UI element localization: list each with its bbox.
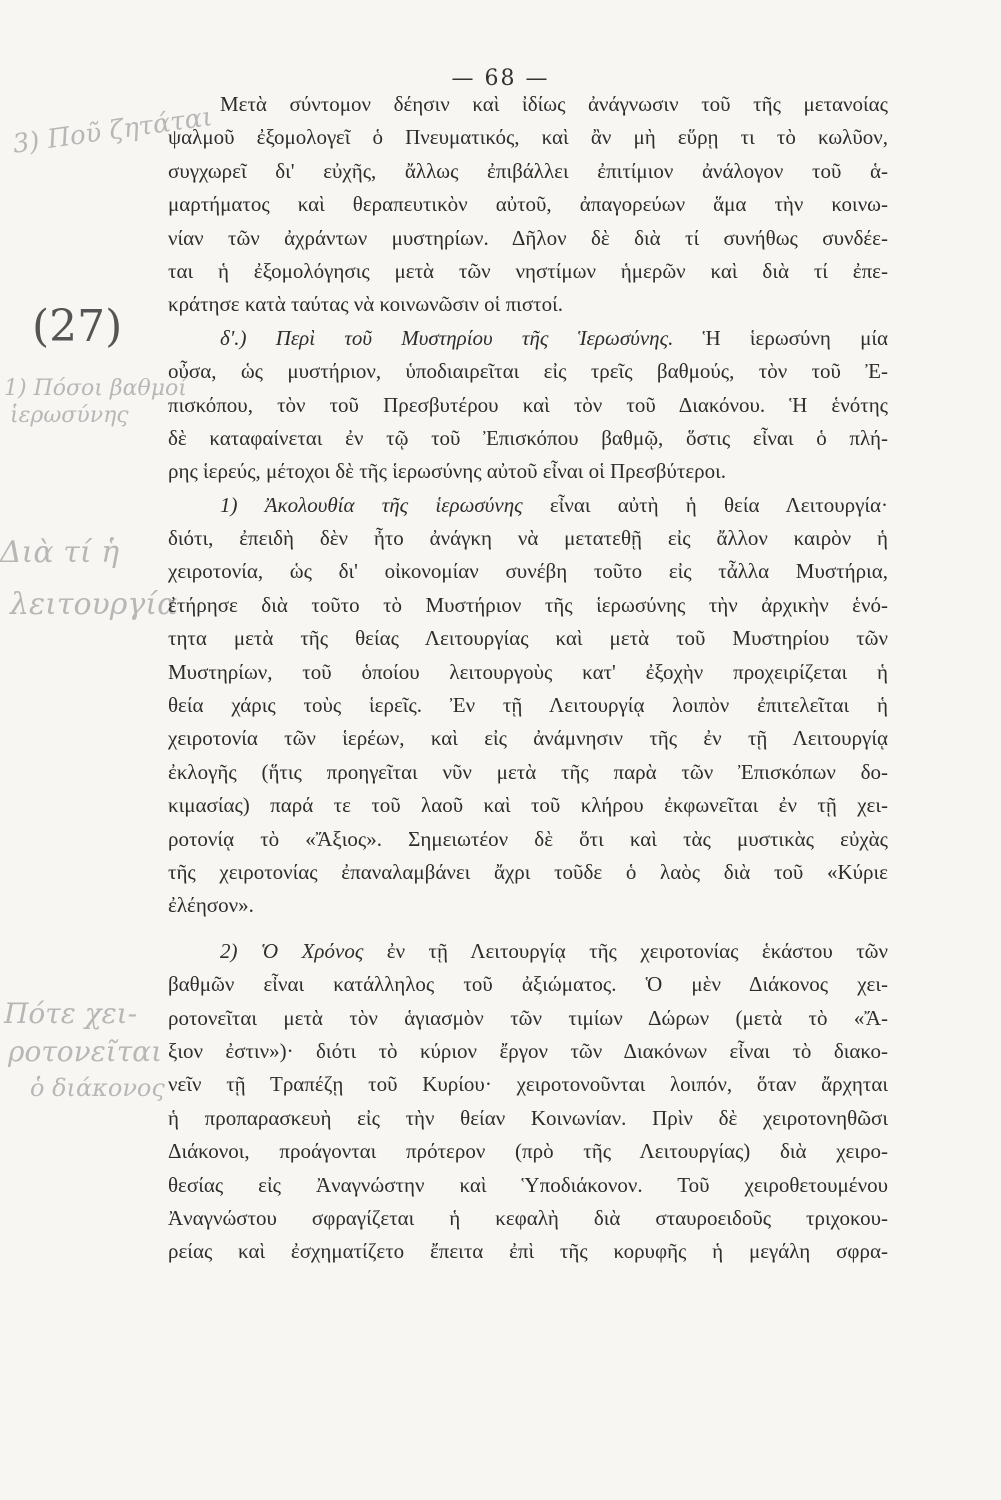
text-line: ροτονίᾳ τὸ «Ἄξιος». Σημειωτέον δὲ ὅτι καὶ τὰς μυστικὰς εὐχὰς [168,826,888,851]
text-line: Μετὰ σύντομον δέησιν καὶ ἰδίως ἀνάγνωσιν τοῦ τῆς μετανοίας [220,92,888,116]
margin-note: ὁ διάκονος [30,1074,165,1102]
text-line [168,489,888,522]
text-line: ἐλέησον». [168,893,254,918]
text-line: ροτονεῖται μετὰ τὸν ἁγιασμὸν τῶν τιμίων Δώρων (μετὰ τὸ «Ἄ- [168,1005,888,1030]
text-line: βαθμῶν εἶναι κατάλληλος τοῦ ἀξιώματος. Ὁ μὲν Διάκονος χει- [168,972,888,997]
paragraph [168,935,888,1269]
paragraph [168,489,888,923]
text-run: Ἡ ἱερωσύνη μία [702,325,889,350]
text-line: Μυστηρίων, τοῦ ὁποίου λειτουργοὺς κατ' ἐξοχὴν προχειρίζεται ἡ [168,659,888,684]
text-line: διότι, ἐπειδὴ δὲν ἦτο ἀνάγκη νὰ μετατεθῇ εἰς ἄλλον καιρὸν ἡ [168,526,888,551]
text-line: ἡ προπαρασκευὴ εἰς τὴν θείαν Κοινωνίαν. Πρὶν δὲ χειροτονηθῶσι [168,1105,888,1130]
text-line: κράτησε κατὰ ταύτας νὰ κοινωνῶσιν οἱ πιστοί. [168,292,563,317]
text-line: θεσίας εἰς Ἀναγνώστην καὶ Ὑποδιάκονον. Τοῦ χειροθετουμένου [168,1172,888,1197]
margin-note: Διὰ τί ἡ [0,535,120,570]
margin-note-number: (27) [32,301,123,352]
text-line: δὲ καταφαίνεται ἐν τῷ τοῦ Ἐπισκόπου βαθμῷ, ὅστις εἶναι ὁ πλή- [168,425,888,450]
text-run: ἐν τῇ Λειτουργίᾳ τῆς χειροτονίας ἑκάστου τῶν [386,938,889,963]
page-number: — 68 — [451,66,550,91]
section-heading: 2) Ὁ Χρόνος [220,938,364,963]
text-run: εἶναι αὐτὴ ἡ θεία Λειτουργία· [549,492,888,517]
text-line: νεῖν τῇ Τραπέζῃ τοῦ Κυρίου· χειροτονοῦνται λοιπόν, ὅταν ἄρχηται [168,1072,888,1097]
margin-note: 1) Πόσοι βαθμοί [4,376,187,401]
text-line: ἐτήρησε διὰ τοῦτο τὸ Μυστήριον τῆς ἱερωσύνης τὴν ἀρχικὴν ἑνό- [168,592,888,617]
text-line: οὖσα, ὡς μυστήριον, ὑποδιαιρεῖται εἰς τρεῖς βαθμούς, τὸν τοῦ Ἐ- [168,359,888,384]
margin-note: ἱερωσύνης [10,403,129,428]
margin-note: Πότε χει- [4,997,138,1030]
margin-note: ροτονεῖται [8,1035,163,1068]
text-line: κιμασίας) παρά τε τοῦ λαοῦ καὶ τοῦ κλήρου ἐκφωνεῖται ἐν τῇ χει- [168,793,888,818]
text-line: μαρτήματος καὶ θεραπευτικὸν αὐτοῦ, ἀπαγορεύων ἅμα τὴν κοινω- [168,192,888,217]
text-line: πισκόπου, τὸν τοῦ Πρεσβυτέρου καὶ τὸν τοῦ Διακόνου. Ἡ ἑνότης [168,392,888,417]
text-line: Ἀναγνώστου σφραγίζεται ἡ κεφαλὴ διὰ σταυροειδοῦς τριχοκου- [168,1205,888,1230]
text-line: τῆς χειροτονίας ἐπαναλαμβάνει ἄχρι τοῦδε ὁ λαὸς διὰ τοῦ «Κύριε [168,859,888,884]
section-heading: 1) Ἀκολουθία τῆς ἱερωσύνης [220,492,523,517]
text-line: θεία χάρις τοὺς ἱερεῖς. Ἐν τῇ Λειτουργίᾳ λοιπὸν ἐπιτελεῖται ἡ [168,693,888,718]
text-line: τητα μετὰ τῆς θείας Λειτουργίας καὶ μετὰ τοῦ Μυστηρίου τῶν [168,626,888,651]
text-line: Διάκονοι, προάγονται πρότερον (πρὸ τῆς Λειτουργίας) διὰ χειρο- [168,1139,888,1164]
section-heading: δ'.) Περὶ τοῦ Μυστηρίου τῆς Ἱερωσύνης. [220,325,674,350]
margin-note: 3) Ποῦ ζητάται [10,102,215,160]
text-line [168,935,888,968]
text-line: συγχωρεῖ δι' εὐχῆς, ἄλλως ἐπιβάλλει ἐπιτίμιον ἀνάλογον τοῦ ἁ- [168,158,888,183]
margin-note: λειτουργία [10,587,178,622]
text-line: ρης ἱερεύς, μέτοχοι δὲ τῆς ἱερωσύνης αὐτοῦ εἶναι οἱ Πρεσβύτεροι. [168,459,727,484]
paragraph [168,322,888,489]
text-line: χειροτονία τῶν ἱερέων, καὶ εἰς ἀνάμνησιν τῆς ἐν τῇ Λειτουργίᾳ [168,726,888,751]
text-line: ρείας καὶ ἐσχηματίζετο ἔπειτα ἐπὶ τῆς κορυφῆς ἡ μεγάλη σφρα- [168,1239,888,1264]
text-line: ται ἡ ἐξομολόγησις μετὰ τῶν νηστίμων ἡμερῶν καὶ διὰ τί ἐπε- [168,258,888,283]
text-line: ἐκλογῆς (ἥτις προηγεῖται νῦν μετὰ τῆς παρὰ τῶν Ἐπισκόπων δο- [168,759,888,784]
paragraph [168,88,888,322]
text-line: χειροτονία, ὡς δι' οἰκονομίαν συνέβη τοῦτο εἰς τἆλλα Μυστήρια, [168,559,888,584]
text-line: ξιον ἐστιν»)· διότι τὸ κύριον ἔργον τῶν Διακόνων εἶναι τὸ διακο- [168,1038,888,1063]
text-line: νίαν τῶν ἀχράντων μυστηρίων. Δῆλον δὲ διὰ τί συνήθως συνδέε- [168,225,888,250]
text-line [168,322,888,355]
body-text [168,88,888,1269]
text-line: ψαλμοῦ ἐξομολογεῖ ὁ Πνευματικός, καὶ ἂν μὴ εὕρῃ τι τὸ κωλῦον, [168,125,888,150]
